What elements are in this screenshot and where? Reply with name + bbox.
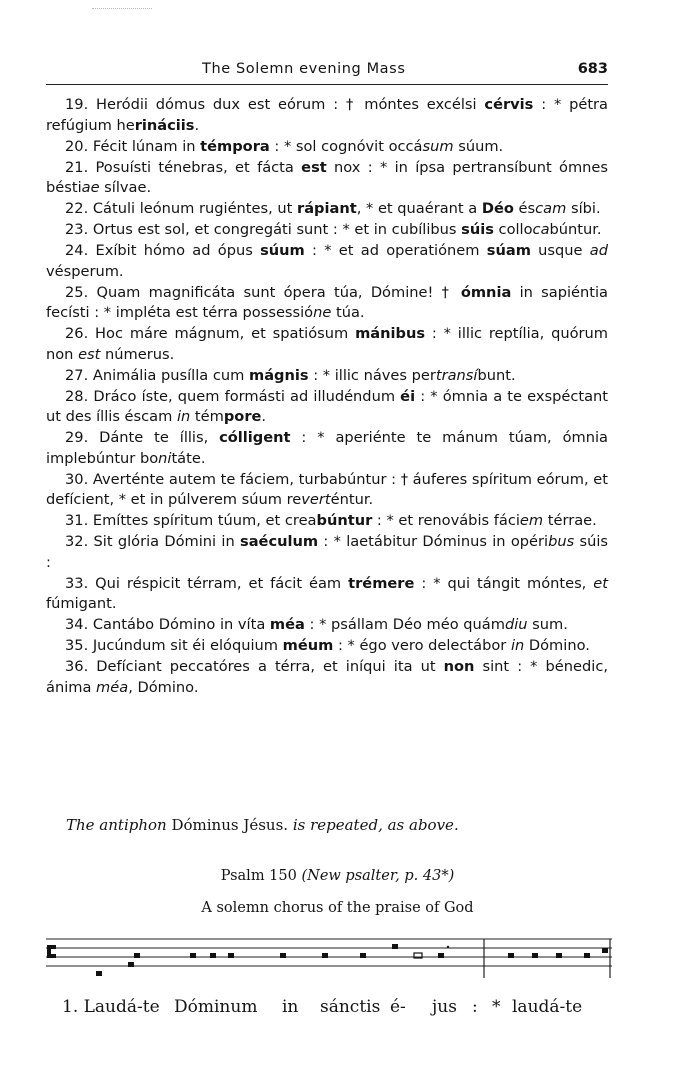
accent-syllable: méa (269, 616, 305, 633)
verse-text: 22. Cátuli leónum rugiéntes, ut (65, 200, 298, 217)
accent-syllable: Déo (481, 200, 514, 217)
psalm-verse (46, 470, 608, 511)
verse-text: 34. Cantábo Dómino in víta (65, 616, 270, 633)
verse-text: sílvae. (99, 179, 152, 196)
preparatory-syllable: ca (532, 221, 550, 238)
staff-lines (46, 939, 612, 966)
accent-syllable: mánibus (355, 325, 426, 342)
chant-syllable: laudá-te (512, 997, 583, 1017)
psalm-verse (46, 137, 608, 158)
preparatory-syllable: transí (435, 366, 478, 384)
preparatory-syllable: sum (422, 137, 454, 155)
chant-staff (42, 930, 614, 980)
verse-text: 26. Hoc máre mágnum, et spatiósum (65, 325, 356, 342)
accent-syllable: méum (282, 637, 334, 654)
verse-text: 21. Posuísti ténebras, et fácta (65, 158, 302, 176)
verse-text: númerus. (100, 345, 175, 363)
chant-syllable: : (472, 997, 478, 1017)
accent-syllable: trémere (348, 574, 415, 592)
psalm-verse (46, 199, 608, 220)
antiphon-name: Dóminus Jésus. (166, 816, 293, 834)
accent-syllable: éi (400, 387, 416, 405)
accent-syllable: non (443, 658, 475, 675)
psalm-verse (46, 511, 608, 532)
verse-text: : * ómnia a te exspéctant ut des íllis éscam (46, 387, 608, 425)
verse-text: 36. Defíciant peccatóres a térra, et iníqui ita ut (65, 658, 444, 675)
verse-text: súum. (453, 137, 504, 155)
verse-text: 28. Dráco íste, quem formásti ad illudéndum (65, 387, 401, 405)
verse-text: , Dómino. (128, 678, 199, 696)
accent-syllable: búntur (316, 512, 373, 529)
preparatory-syllable: bus (548, 533, 575, 550)
verse-text: 35. Jucúndum sit éi elóquium (65, 637, 283, 654)
verse-text: : * illic náves per (308, 366, 436, 384)
verse-text: 20. Fécit lúnam in (65, 137, 201, 155)
accent-syllable: súam (486, 242, 531, 259)
psalm-verse (46, 324, 608, 365)
psalm-verse (46, 428, 608, 469)
verse-text: : * illic reptília, quórum non (46, 325, 608, 363)
preparatory-syllable: in (510, 637, 525, 654)
page-number: 683 (577, 61, 608, 77)
psalm-verse (46, 574, 608, 615)
verse-text: 19. Heródii dómus dux est eórum : † móntes excélsi (65, 96, 485, 113)
accent-syllable: est (301, 158, 327, 176)
c-clef (47, 945, 56, 958)
chant-text (46, 997, 608, 1021)
psalter-reference: (New psalter, p. 43*) (301, 868, 455, 884)
preparatory-syllable: ni (158, 449, 172, 467)
verse-text: Dómino. (524, 637, 590, 654)
accent-syllable: cólligent (219, 429, 291, 446)
preparatory-syllable: cam (535, 200, 567, 217)
preparatory-syllable: ae (81, 179, 100, 196)
psalm-verses (46, 95, 608, 699)
verse-text: sint : * bénedic, ánima (46, 658, 608, 696)
verse-text: 29. Dánte te íllis, (65, 429, 220, 446)
chant-syllable: jus (432, 997, 457, 1017)
chant-syllable: * (492, 997, 501, 1017)
chant-syllable: Dóminum (174, 997, 258, 1017)
verse-text: 31. Emíttes spíritum túum, et crea (65, 512, 317, 529)
verse-text: bunt. (477, 366, 516, 384)
verse-text: tém (190, 408, 224, 425)
preparatory-syllable: in (176, 408, 191, 425)
verse-text: : * et ad operatiónem (304, 242, 487, 259)
verse-text: 32. Sit glória Dómini in (65, 533, 241, 550)
psalm-verse (46, 158, 608, 199)
verse-text: . (261, 408, 267, 425)
preparatory-syllable: et (593, 574, 608, 592)
verse-text: fúmigant. (46, 595, 117, 612)
verse-text: : * pétra refúgium he (46, 96, 608, 134)
psalm-verse (46, 387, 608, 428)
verse-text: síbi. (566, 200, 601, 217)
psalm-verse (46, 283, 608, 324)
accent-syllable: témpora (200, 137, 270, 155)
verse-text: : * aperiénte te mánum túam, ómnia implebúntur bo (46, 429, 608, 467)
scan-mark (92, 8, 152, 9)
preparatory-syllable: em (519, 512, 544, 529)
preparatory-syllable: méa (96, 678, 129, 696)
verse-text: túa. (331, 304, 365, 321)
verse-text: 24. Exíbit hómo ad ópus (65, 242, 261, 259)
verse-text: vésperum. (46, 262, 124, 280)
verse-text: : * psállam Déo méo quám (304, 616, 505, 633)
verse-text: . (194, 116, 200, 134)
verse-text: éntur. (330, 491, 374, 508)
accent-syllable: rápiant (297, 200, 357, 217)
rubric-italic: is repeated, as above. (292, 816, 459, 834)
accent-syllable: súum (260, 242, 305, 259)
verse-text: térrae. (543, 512, 597, 529)
preparatory-syllable: ne (313, 304, 332, 321)
rubric-italic: The antiphon (66, 816, 167, 834)
verse-text: : * qui tángit móntes, (414, 574, 594, 592)
chant-syllable: é- (390, 997, 406, 1017)
verse-text: és (513, 200, 536, 217)
psalm-verse (46, 366, 608, 387)
accent-syllable: cérvis (484, 96, 534, 113)
accent-syllable: ómnia (460, 283, 512, 301)
psalm-heading (0, 868, 675, 884)
verse-text: collo (493, 221, 533, 238)
verse-text: táte (171, 449, 201, 467)
psalm-verse (46, 241, 608, 282)
accent-syllable: mágnis (248, 366, 309, 384)
bar-lines (484, 939, 610, 978)
preparatory-syllable: diu (504, 616, 528, 633)
antiphon-rubric (66, 816, 459, 834)
verse-text: : * égo vero delectábor (333, 637, 511, 654)
accent-syllable: rináciis (134, 116, 195, 134)
verse-text: búntur. (549, 221, 602, 238)
running-header (46, 58, 608, 85)
verse-text: : * laetábitur Dóminus in opéri (318, 533, 549, 550)
verse-text: súis : (46, 533, 609, 571)
psalm-verse (46, 657, 608, 698)
verse-text: sum. (527, 616, 568, 633)
verse-text: usque (530, 242, 590, 259)
preparatory-syllable: vert (301, 491, 331, 508)
psalm-verse (46, 220, 608, 241)
verse-text: 27. Animália pusílla cum (65, 366, 249, 384)
verse-text: : * et renovábis fáci (372, 512, 520, 529)
verse-text: 25. Quam magnificáta sunt ópera túa, Dómine! † (65, 283, 461, 301)
neumes (96, 944, 608, 976)
verse-text: , * et quaérant a (356, 200, 482, 217)
accent-syllable: saéculum (240, 533, 319, 550)
preparatory-syllable: ad (589, 242, 609, 259)
psalm-number: Psalm 150 (220, 868, 302, 884)
verse-text: 33. Qui réspicit térram, et fácit éam (65, 574, 349, 592)
psalm-verse (46, 532, 608, 573)
accent-syllable: súis (461, 221, 494, 238)
chant-syllable: sánctis (320, 997, 381, 1017)
verse-text: 23. Ortus est sol, et congregáti sunt : * et in cubílibus (65, 221, 462, 238)
psalm-subtitle: A solemn chorus of the praise of God (201, 900, 474, 916)
psalm-verse (46, 615, 608, 636)
verse-text: in sapiéntia fecísti : * impléta est térra possessió (46, 283, 608, 321)
preparatory-syllable: est (78, 345, 101, 363)
verse-text: : * sol cognóvit occá (269, 137, 423, 155)
verse-text: . (200, 449, 206, 467)
running-title: The Solemn evening Mass (202, 61, 406, 77)
accent-syllable: pore (223, 408, 262, 425)
chant-syllable: in (282, 997, 299, 1017)
verse-text: nox : * in ípsa pertransíbunt ómnes bésti (46, 158, 609, 196)
psalm-verse (46, 636, 608, 657)
chant-syllable: 1. Laudá-te (62, 997, 160, 1017)
verse-text: 30. Averténte autem te fáciem, turbabúntur : † áuferes spíritum eórum, et defícient, * et in púlverem súum re (46, 470, 609, 508)
psalm-verse (46, 95, 608, 136)
